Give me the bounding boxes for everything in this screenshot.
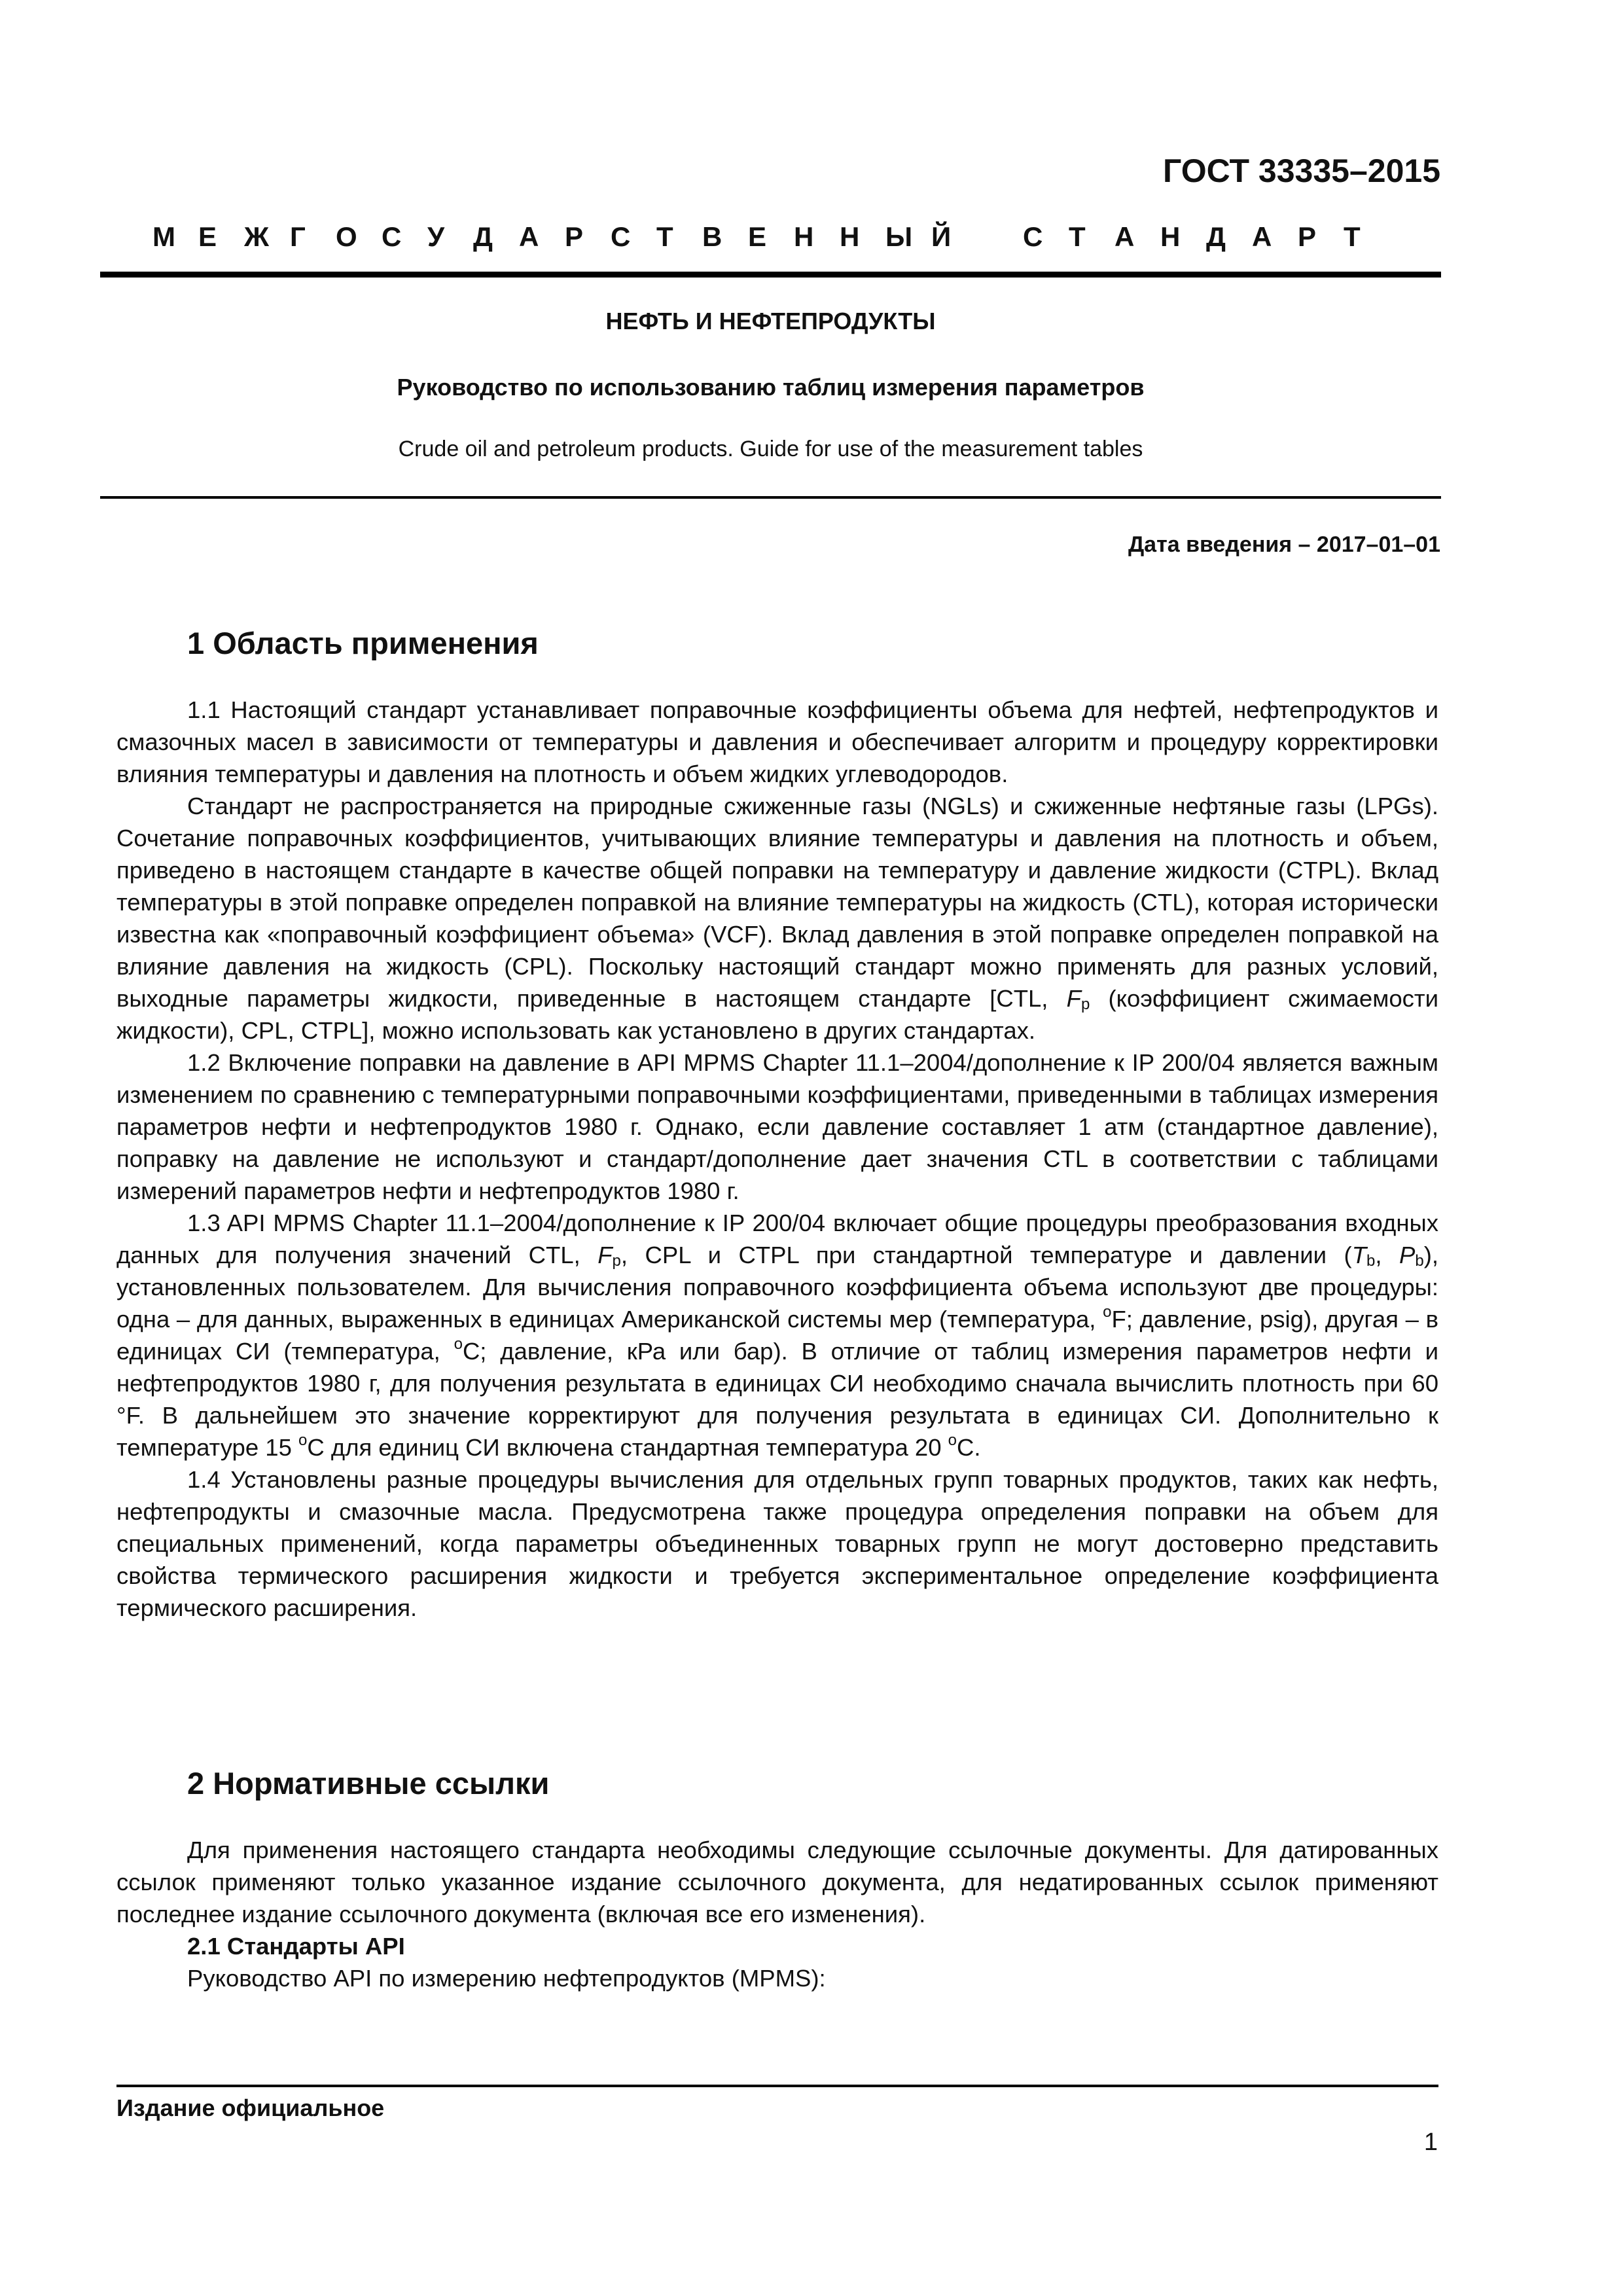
- paragraph-1-2: 1.2 Включение поправки на давление в API MPMS Chapter 11.1–2004/дополнение к IP 200/04 является важным изменением по сравнению с температурными поправочными коэффициентами, приведенными в таблицах измерения параметров нефти и нефтепродуктов 1980 г. Однако, если давление составляет 1 атм (стандартное давление), поправку на давление не используют и стандарт/дополнение дает значения CTL в соответствии с таблицами измерений параметров нефти и нефтепродуктов 1980 г.: [116, 1049, 1438, 1204]
- section-1-heading: 1 Область применения: [187, 626, 539, 660]
- interstate-letter: М: [152, 221, 175, 252]
- interstate-letter: Н: [794, 221, 814, 252]
- interstate-letter: С: [382, 221, 402, 252]
- standard-code: ГОСТ 33335–2015: [1163, 152, 1440, 189]
- interstate-letter: А: [1115, 221, 1135, 252]
- interstate-letter: Ж: [244, 221, 269, 252]
- interstate-letter: Р: [1298, 221, 1317, 252]
- section-1-body: [116, 694, 1438, 1624]
- interstate-letter: Д: [1206, 221, 1226, 252]
- interstate-letter: Й: [931, 221, 952, 252]
- interstate-letter: Н: [840, 221, 860, 252]
- document-subtitle: Руководство по использованию таблиц измерения параметров: [397, 374, 1145, 401]
- header-rule: [100, 272, 1441, 278]
- section-2-body: [116, 1834, 1438, 1994]
- section-2-heading: 2 Нормативные ссылки: [187, 1766, 550, 1801]
- interstate-letter: Г: [290, 221, 306, 252]
- paragraph-1-3: 1.3 API MPMS Chapter 11.1–2004/дополнение к IP 200/04 включает общие процедуры преобразования входных данных для получения значений CTL, $F_p$, CPL и CTPL при стандартной температуре и давлении ($T_b$, $P_b$), установленных пользователем. Для вычисления поправочного коэффициента объема используют две процедуры: одна – для данных, выраженных в единицах Американской системы мер (температура, $^o$F; давление, psig), другая – в единицах СИ (температура, $^o$C; давление, кРа или бар). В отличие от таблиц измерения параметров нефти и нефтепродуктов 1980 г, для получения результата в единицах СИ необходимо сначала вычислить плотность при 60 °F. В дальнейшем это значение корректируют для получения результата в единицах СИ. Дополнительно к температуре 15 $^o$C для единиц СИ включена стандартная температура 20 $^o$C.: [116, 1210, 1438, 1461]
- interstate-standard-banner: [152, 221, 1389, 253]
- document-title: НЕФТЬ И НЕФТЕПРОДУКТЫ: [605, 308, 936, 334]
- interstate-letter: В: [702, 221, 722, 252]
- paragraph-scope: Стандарт не распространяется на природные сжиженные газы (NGLs) и сжиженные нефтяные газы (LPGs). Сочетание поправочных коэффициентов, учитывающих влияние температуры и давления на плотность и объем, приведено в настоящем стандарте в качестве общей поправки на температуру и давление жидкости (CTPL). Вклад температуры в этой поправке определен поправкой на влияние температуры на жидкость (CTL), которая исторически известна как «поправочный коэффициент объема» (VCF). Вклад давления в этой поправке определен поправкой на влияние давления на жидкость (CPL). Поскольку настоящий стандарт можно применять для разных условий, выходные параметры жидкости, приведенные в настоящем стандарте [CTL, $F_p$ (коэффициент сжимаемости жидкости), CPL, CTPL], можно использовать как установлено в других стандартах.: [116, 793, 1438, 1044]
- interstate-letter: У: [427, 221, 445, 252]
- interstate-letter: Т: [1344, 221, 1361, 252]
- interstate-letter: А: [519, 221, 539, 252]
- title-rule: [100, 496, 1441, 499]
- interstate-letter: Н: [1160, 221, 1181, 252]
- paragraph-2-intro: Для применения настоящего стандарта необходимы следующие ссылочные документы. Для датированных ссылок применяют только указанное издание ссылочного документа, для недатированных ссылок применяют последнее издание ссылочного документа (включая все его изменения).: [116, 1837, 1438, 1928]
- interstate-letter: О: [336, 221, 357, 252]
- interstate-letter: С: [1023, 221, 1043, 252]
- interstate-letter: Е: [198, 221, 217, 252]
- interstate-letter: Т: [1069, 221, 1086, 252]
- introduction-date: Дата введения – 2017–01–01: [1128, 532, 1440, 557]
- subsection-2-1-heading: 2.1 Стандарты API: [187, 1933, 405, 1960]
- interstate-letter: Р: [565, 221, 584, 252]
- document-english-title: Crude oil and petroleum products. Guide for use of the measurement tables: [398, 437, 1143, 461]
- paragraph-1-4: 1.4 Установлены разные процедуры вычисления для отдельных групп товарных продуктов, таких как нефть, нефтепродукты и смазочные масла. Предусмотрена также процедура определения поправки на объем для специальных применений, когда параметры объединенных товарных групп не могут достоверно представить свойства термического расширения жидкости и требуется экспериментальное определение коэффициента термического расширения.: [116, 1466, 1438, 1621]
- page-number: 1: [1423, 2128, 1438, 2156]
- official-edition-label: Издание официальное: [116, 2094, 385, 2121]
- paragraph-2-1: Руководство API по измерению нефтепродуктов (MPMS):: [187, 1965, 826, 1992]
- interstate-letter: Д: [473, 221, 493, 252]
- interstate-letter: Т: [656, 221, 673, 252]
- interstate-letter: Е: [748, 221, 767, 252]
- interstate-letter: А: [1252, 221, 1272, 252]
- interstate-letter: С: [611, 221, 631, 252]
- interstate-letter: Ы: [885, 221, 913, 252]
- paragraph-1-1: 1.1 Настоящий стандарт устанавливает поправочные коэффициенты объема для нефтей, нефтепродуктов и смазочных масел в зависимости от температуры и давления и обеспечивает алгоритм и процедуру корректировки влияния температуры и давления на плотность и объем жидких углеводородов.: [116, 696, 1438, 787]
- footer-rule: [116, 2085, 1438, 2087]
